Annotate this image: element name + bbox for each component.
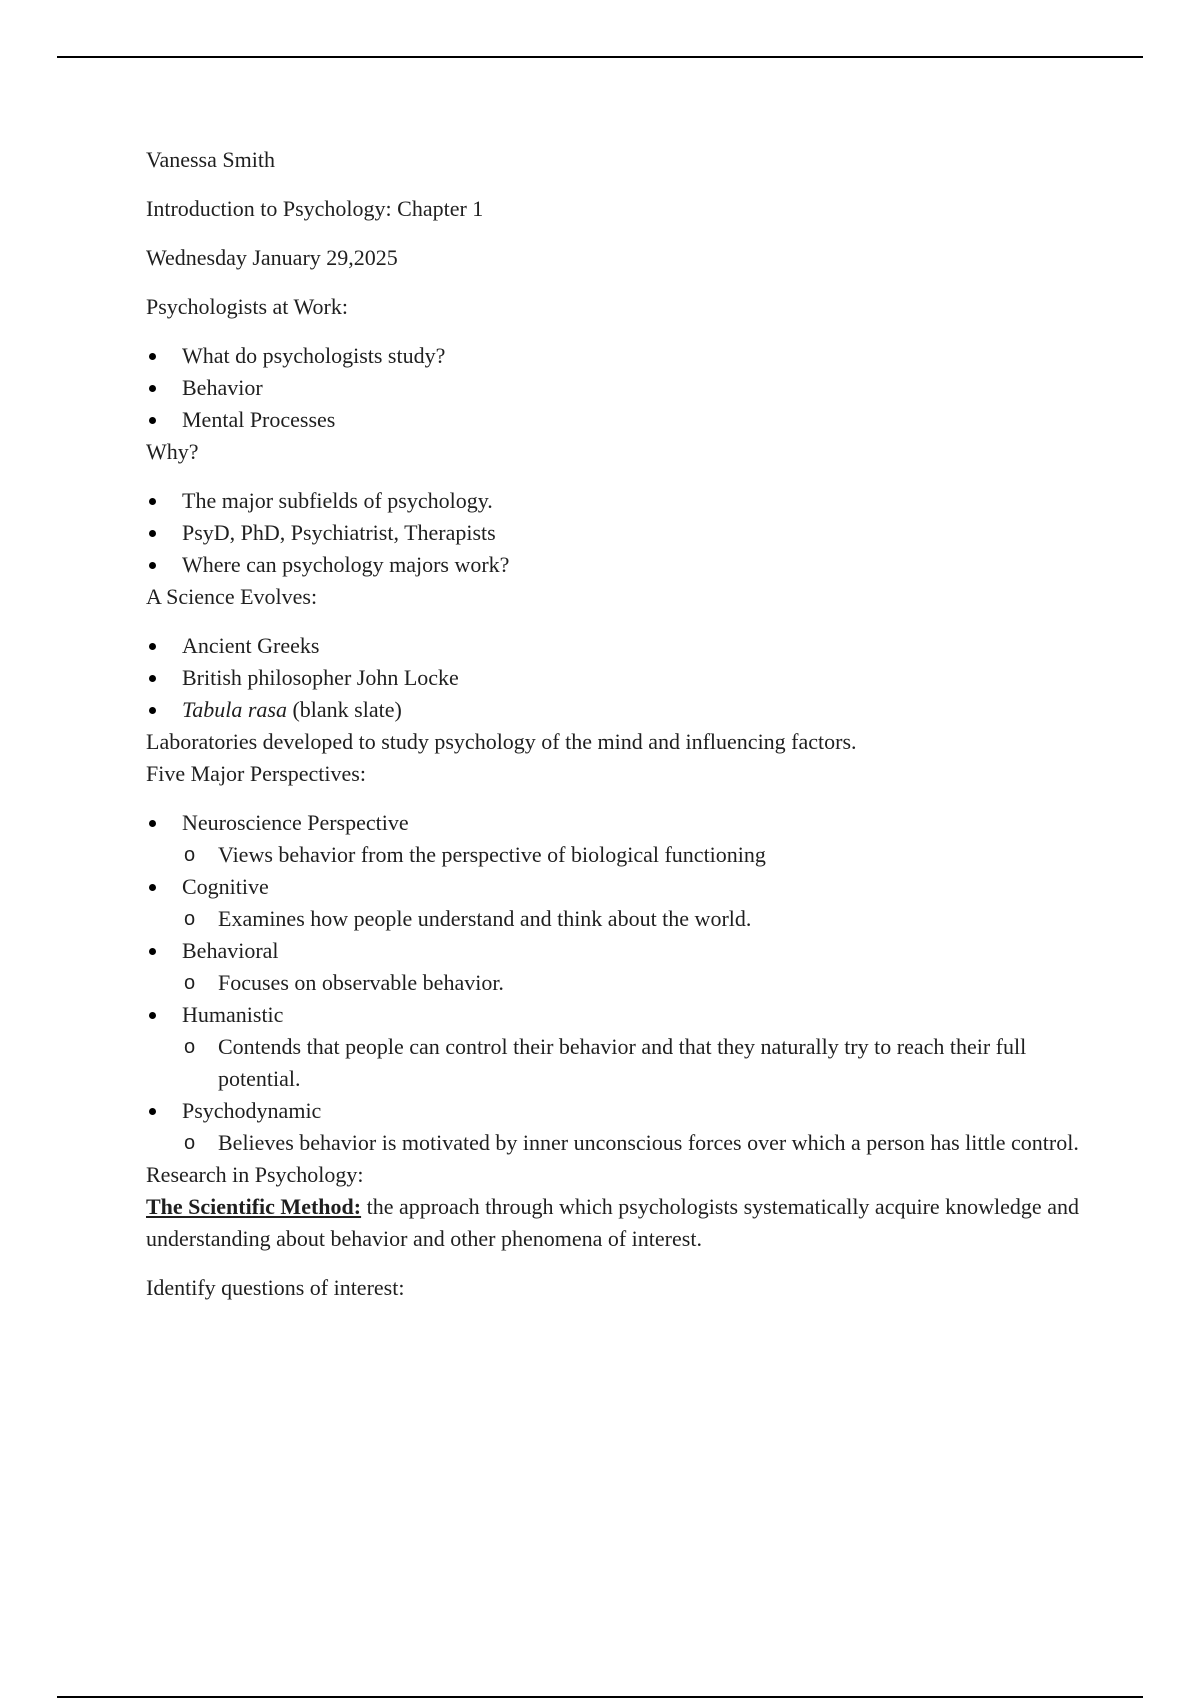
scientific-method-text: the approach through which psychologists systematically acquire knowledge and understanding about behavior and other phenomena of interest. <box>146 1194 1079 1251</box>
perspective-detail: o Examines how people understand and think about the world. <box>182 903 1096 935</box>
tabula-rasa-term: Tabula rasa <box>182 697 287 722</box>
section-heading-research: Research in Psychology: <box>146 1162 364 1187</box>
section-heading-science-evolves: A Science Evolves: <box>146 584 318 609</box>
sub-list <box>182 967 1096 999</box>
list-item: Behavior <box>146 372 1096 404</box>
list-item: The major subfields of psychology. <box>146 485 1096 517</box>
tabula-rasa-definition: (blank slate) <box>286 697 402 722</box>
footer-rule <box>57 1696 1143 1698</box>
scientific-method-definition <box>146 1191 1096 1255</box>
header-rule <box>57 56 1143 58</box>
perspective-detail: o Believes behavior is motivated by inner unconscious forces over which a person has little control. <box>182 1127 1096 1159</box>
list-item: Mental Processes <box>146 404 1096 436</box>
list-item-tabula-rasa <box>146 694 1096 726</box>
identify-questions-line: Identify questions of interest: <box>146 1275 405 1300</box>
bullet-list-perspectives <box>146 807 1096 1159</box>
perspective-item <box>146 807 1096 871</box>
bullet-list-why <box>146 485 1096 581</box>
list-item: PsyD, PhD, Psychiatrist, Therapists <box>146 517 1096 549</box>
author-name: Vanessa Smith <box>146 147 275 172</box>
perspective-detail: o Focuses on observable behavior. <box>182 967 1096 999</box>
perspective-detail: o Views behavior from the perspective of biological functioning <box>182 839 1096 871</box>
list-item: What do psychologists study? <box>146 340 1096 372</box>
perspective-name: Humanistic <box>182 1002 284 1027</box>
sub-list <box>182 1127 1096 1159</box>
sub-list <box>182 1031 1096 1095</box>
list-item: British philosopher John Locke <box>146 662 1096 694</box>
section-heading-five-perspectives: Five Major Perspectives: <box>146 761 366 786</box>
list-item: Where can psychology majors work? <box>146 549 1096 581</box>
sub-list <box>182 839 1096 871</box>
laboratories-note: Laboratories developed to study psychology of the mind and influencing factors. <box>146 729 857 754</box>
scientific-method-term: The Scientific Method: <box>146 1194 362 1219</box>
perspective-detail: o Contends that people can control their behavior and that they naturally try to reach their full potential. <box>182 1031 1096 1095</box>
course-title: Introduction to Psychology: Chapter 1 <box>146 196 484 221</box>
section-heading-why: Why? <box>146 439 199 464</box>
perspective-item <box>146 1095 1096 1159</box>
perspective-name: Cognitive <box>182 874 269 899</box>
date-line: Wednesday January 29,2025 <box>146 245 398 270</box>
bullet-list-science-evolves <box>146 630 1096 726</box>
perspective-item <box>146 999 1096 1095</box>
list-item: Ancient Greeks <box>146 630 1096 662</box>
perspective-item <box>146 871 1096 935</box>
document-body <box>146 144 1096 1304</box>
perspective-name: Psychodynamic <box>182 1098 322 1123</box>
sub-list <box>182 903 1096 935</box>
section-heading-psychologists-at-work: Psychologists at Work: <box>146 294 348 319</box>
perspective-name: Behavioral <box>182 938 279 963</box>
bullet-list-psychologists-at-work <box>146 340 1096 436</box>
perspective-item <box>146 935 1096 999</box>
perspective-name: Neuroscience Perspective <box>182 810 409 835</box>
